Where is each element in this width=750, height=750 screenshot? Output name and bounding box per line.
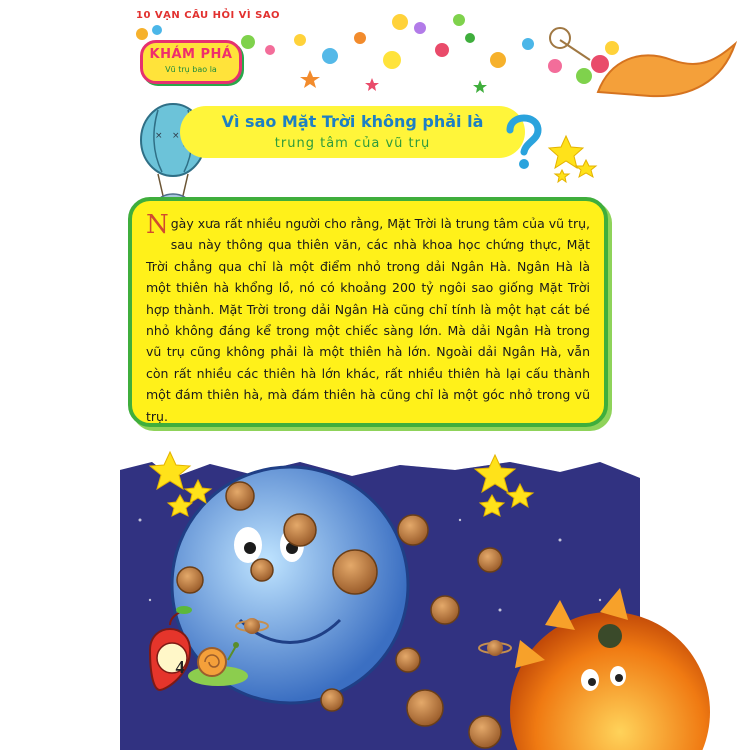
title-line-1: Vì sao Mặt Trời không phải là [221,112,484,131]
body-text: gày xưa rất nhiều người cho rằng, Mặt Trời là trung tâm của vũ trụ, sau này thông qua thiên văn, các nhà khoa học chứng thực, Mặt Trời chẳng qua chỉ là một điểm nhỏ trong dải Ngân Hà. Ngân Hà là một thiên hà khổng lồ, nó có khoảng 200 tỷ ngôi sao giống Mặt Trời hợp thành. Mặt Trời trong dải Ngân Hà cũng chỉ tính là một hạt cát bé nhỏ không đáng kể trong một chiếc sàng lớn. Mà dải Ngân Hà trong vũ trụ cũng không phải là một thiên hà lớn. Ngoài dải Ngân Hà, vẫn còn rất nhiều các thiên hà lớn khác, rất nhiều thiên hà lại cấu thành một đám thiên hà, mà đám thiên hà cũng chỉ là một góc nhỏ trong vũ trụ. [146,216,590,424]
brand-title: KHÁM PHÁ [149,47,233,62]
title-line-2: trung tâm của vũ trụ [274,136,431,151]
drop-cap: N [146,210,169,240]
svg-text:×: × [172,131,180,141]
svg-text:×: × [155,131,163,141]
series-title: 10 VẠN CÂU HỎI VÌ SAO [136,10,281,21]
brand-subtitle: Vũ trụ bao la [165,65,217,74]
page-number: 4 [175,657,185,677]
